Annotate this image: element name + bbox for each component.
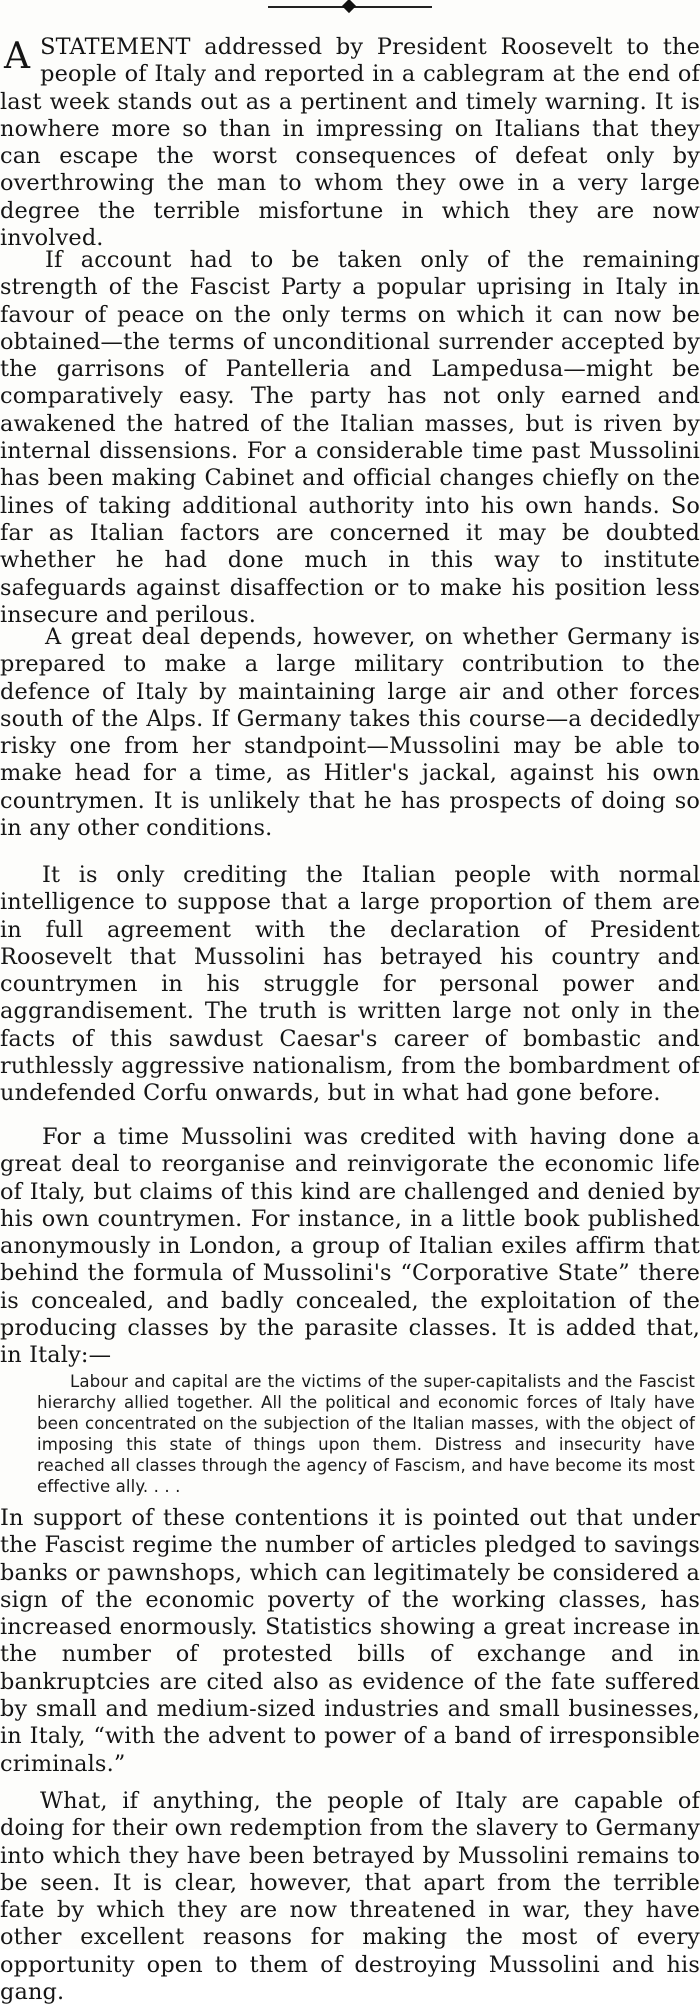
paragraph-1 [0,34,700,252]
paragraph-6: In support of these contentions it is pointed out that under the Fascist regime the number of articles pledged to savings banks or pawnshops, which can legitimately be considered a sign of the economic poverty of the working classes, has increased enormously. Statistics showing a great increase in the number of protested bills of exchange and in bankruptcies are cited also as evidence of the fate suffered by small and medium-sized industries and small businesses, in Italy, “with the advent to power of a band of irresponsible criminals.” [0,1505,700,1777]
paragraph-2: If account had to be taken only of the remaining strength of the Fascist Party a popular uprising in Italy in favour of peace on the only terms on which it can now be obtained—the terms of unconditional surrender accepted by the garrisons of Pantelleria and Lampedusa—might be comparatively easy. The party has not only earned and awakened the hatred of the Italian masses, but is riven by internal dissensions. For a considerable time past Mussolini has been making Cabinet and official changes chiefly on the lines of taking additional authority into his own hands. So far as Italian factors are concerned it may be doubted whether he had done much in this way to institute safeguards against disaffection or to make his position less insecure and perilous. [0,247,700,628]
drop-cap-letter: A [4,36,31,77]
paragraph-5: For a time Mussolini was credited with having done a great deal to reorganise and reinvigorate the economic life of Italy, but claims of this kind are challenged and denied by his own countrymen. For instance, in a little book published anonymously in London, a group of Italian exiles affirm that behind the formula of Mussolini's “Corporative State” there is concealed, and badly concealed, the exploitation of the producing classes by the parasite classes. It is added that, in Italy:— [0,1124,700,1369]
block-quote: Labour and capital are the victims of the super-capitalists and the Fascist hierarchy allied together. All the political and economic forces of Italy have been concentrated on the subjection of the Italian masses, with the object of imposing this state of things upon them. Distress and insecurity have reached all classes through the agency of Fascism, and have become its most effective ally. . . . [37,1372,695,1496]
paragraph-4: It is only crediting the Italian people with normal intelligence to suppose that a large proportion of them are in full agreement with the declaration of President Roosevelt that Mussolini has betrayed his country and countrymen in his struggle for personal power and aggrandisement. The truth is written large not only in the facts of this sawdust Caesar's career of bombastic and ruthlessly aggressive nationalism, from the bombardment of undefended Corfu onwards, but in what had gone before. [0,862,700,1107]
diamond-ornament-icon [342,0,356,13]
paragraph-3: A great deal depends, however, on whether Germany is prepared to make a large military contribution to the defence of Italy by maintaining large air and other forces south of the Alps. If Germany takes this course—a decidedly risky one from her standpoint—Mussolini may be able to make head for a time, as Hitler's jackal, against his own countrymen. It is unlikely that he has prospects of doing so in any other conditions. [0,624,700,842]
paragraph-7: What, if anything, the people of Italy are capable of doing for their own redemption from the slavery to Germany into which they have been betrayed by Mussolini remains to be seen. It is clear, however, that apart from the terrible fate by which they are now threatened in war, they have other excellent reasons for making the most of every opportunity open to them of destroying Mussolini and his gang. [0,1788,700,2006]
paragraph-1-text: STATEMENT addressed by President Roosevelt to the people of Italy and reported in a cablegram at the end of last week stands out as a pertinent and timely warning. It is nowhere more so than in impressing on Italians that they can escape the worst consequences of defeat only by overthrowing the man to whom they owe in a very large degree the terrible misfortune in which they are now involved. [0,34,700,252]
